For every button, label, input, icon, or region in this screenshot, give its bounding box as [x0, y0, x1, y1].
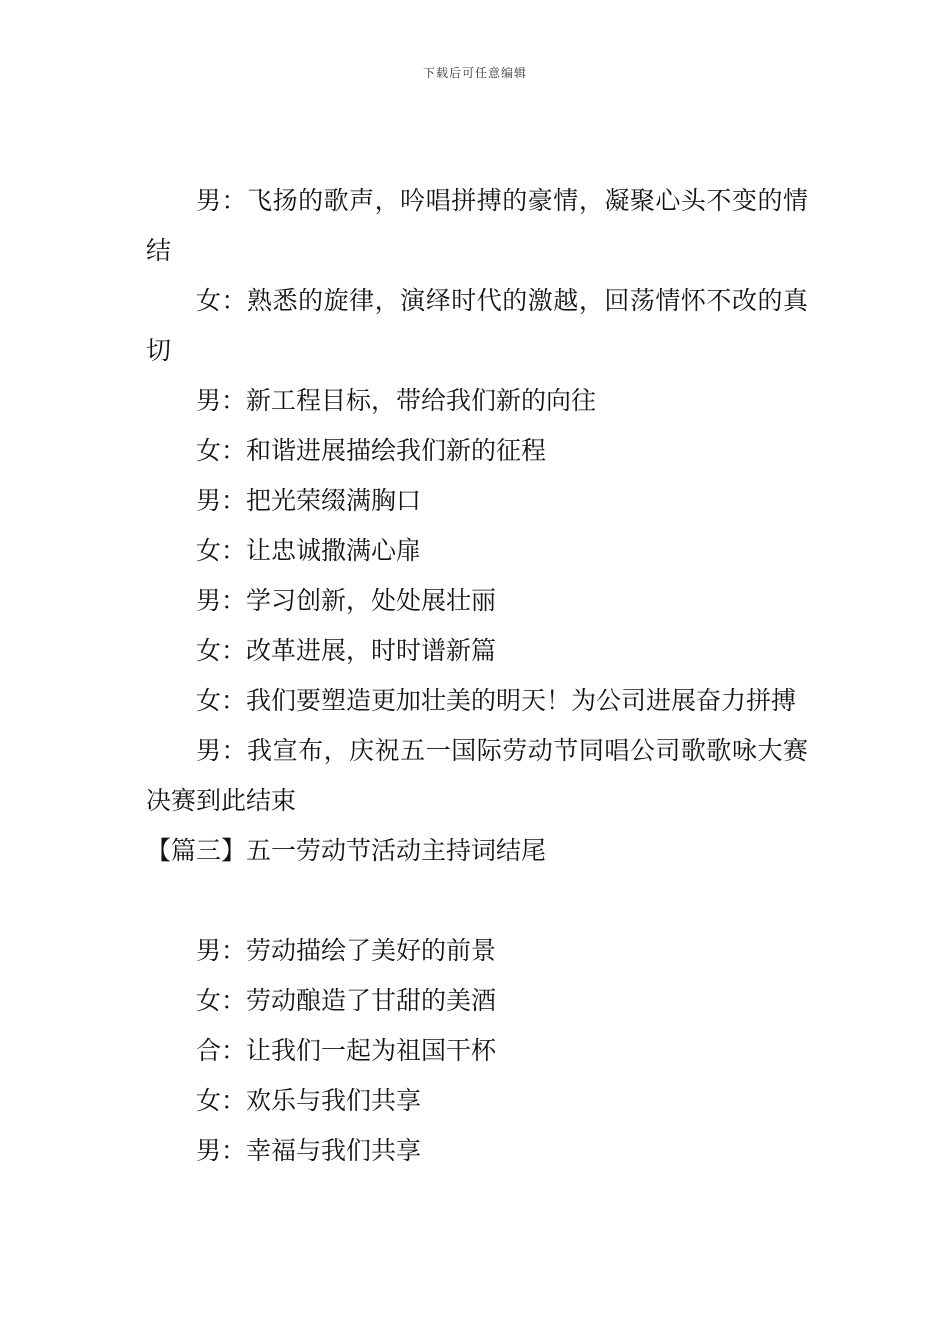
dialogue-line: 女：和谐进展描绘我们新的征程 — [196, 436, 547, 465]
dialogue-line: 女：劳动酿造了甘甜的美酒 — [196, 986, 497, 1015]
dialogue-line: 女：欢乐与我们共享 — [196, 1086, 422, 1115]
dialogue-line: 男：把光荣缀满胸口 — [196, 486, 422, 515]
blank-line — [146, 876, 808, 926]
dialogue-line: 男：学习创新，处处展壮丽 — [196, 586, 497, 615]
dialogue-line: 男：我宣布，庆祝五一国际劳动节同唱公司歌歌咏大赛决赛到此结束 — [146, 736, 808, 815]
dialogue-line: 女：改革进展，时时谱新篇 — [196, 636, 497, 665]
dialogue-line: 男：劳动描绘了美好的前景 — [196, 936, 497, 965]
document-body — [146, 176, 808, 1176]
dialogue-line: 男：幸福与我们共享 — [196, 1136, 422, 1165]
dialogue-line: 合：让我们一起为祖国干杯 — [196, 1036, 497, 1065]
page-header-note: 下载后可任意编辑 — [422, 66, 527, 80]
dialogue-line: 男：新工程目标，带给我们新的向往 — [196, 386, 597, 415]
dialogue-line: 女：我们要塑造更加壮美的明天！为公司进展奋力拼搏 — [196, 686, 797, 715]
dialogue-line: 男：飞扬的歌声，吟唱拼搏的豪情，凝聚心头不变的情结 — [146, 186, 808, 265]
dialogue-line: 女：让忠诚撒满心扉 — [196, 536, 422, 565]
section-title: 【篇三】五一劳动节活动主持词结尾 — [146, 836, 547, 865]
dialogue-line: 女：熟悉的旋律，演绎时代的激越，回荡情怀不改的真切 — [146, 286, 808, 365]
